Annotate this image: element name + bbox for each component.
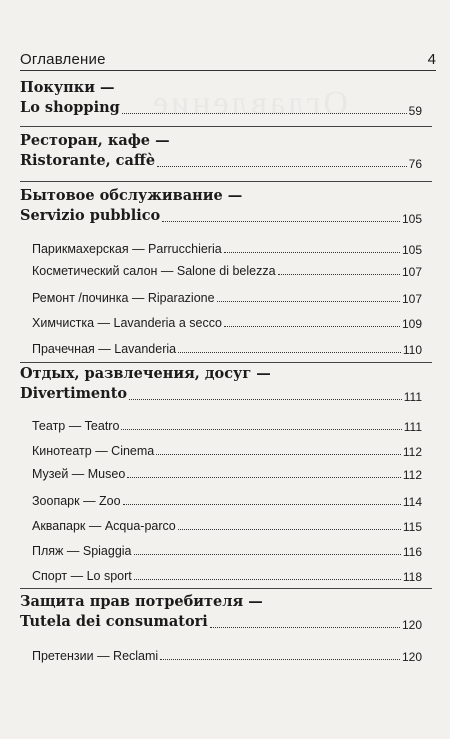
dot-leader: [210, 627, 400, 628]
toc-item[interactable]: [32, 290, 422, 306]
item-page: 114: [402, 495, 422, 509]
page-header: [20, 50, 436, 71]
section-divider: [20, 588, 432, 589]
section-title-ru: Ресторан, кафе —: [20, 132, 170, 149]
section-page: 105: [401, 212, 422, 226]
item-title: Парикмахерская — Parrucchieria: [32, 242, 222, 256]
item-title: Зоопарк — Zoo: [32, 494, 121, 508]
dot-leader: [224, 252, 400, 253]
toc-item[interactable]: [32, 518, 422, 534]
section-divider: [20, 181, 432, 182]
section-title-it: Tutela dei consumatori: [20, 613, 208, 630]
item-title: Пляж — Spiaggia: [32, 544, 132, 558]
dot-leader: [134, 579, 401, 580]
dot-leader: [121, 429, 401, 430]
section-divider: [20, 126, 432, 127]
dot-leader: [134, 554, 401, 555]
toc-item[interactable]: [32, 568, 422, 584]
item-page: 112: [402, 445, 422, 459]
item-page: 115: [402, 520, 422, 534]
dot-leader: [129, 399, 402, 400]
section-title-it: Lo shopping: [20, 99, 120, 116]
toc-section-services[interactable]: [20, 186, 422, 226]
section-divider: [20, 362, 432, 363]
bleed-through-heading: Оглавление: [150, 85, 348, 122]
dot-leader: [278, 274, 400, 275]
item-title: Аквапарк — Acqua-parco: [32, 519, 176, 533]
section-title-it: Ristorante, caffè: [20, 152, 156, 169]
item-title: Кинотеатр — Cinema: [32, 444, 155, 458]
dot-leader: [178, 352, 401, 353]
toc-section-restaurant[interactable]: [20, 131, 422, 171]
item-page: 112: [402, 468, 422, 482]
section-page: 120: [401, 618, 422, 632]
section-page: 76: [408, 157, 422, 171]
dot-leader: [157, 166, 407, 167]
item-title: Химчистка — Lavanderia a secco: [32, 316, 222, 330]
page-title: Оглавление: [20, 51, 106, 68]
item-page: 111: [403, 420, 422, 434]
item-page: 109: [401, 317, 422, 331]
toc-item[interactable]: [32, 443, 422, 459]
item-title: Прачечная — Lavanderia: [32, 342, 177, 356]
toc-item[interactable]: [32, 315, 422, 331]
item-title: Музей — Museo: [32, 467, 126, 481]
item-title: Претензии — Reclami: [32, 649, 159, 663]
dot-leader: [224, 326, 400, 327]
toc-item[interactable]: [32, 493, 422, 509]
item-page: 120: [401, 650, 422, 664]
item-title: Театр — Teatro: [32, 419, 120, 433]
section-title-ru: Защита прав потребителя —: [20, 593, 263, 610]
dot-leader: [178, 529, 401, 530]
dot-leader: [122, 113, 407, 114]
item-page: 105: [401, 243, 422, 257]
section-title-it: Divertimento: [20, 385, 128, 402]
item-title: Косметический салон — Salone di belezza: [32, 264, 276, 278]
toc-item[interactable]: [32, 543, 422, 559]
dot-leader: [156, 454, 401, 455]
toc-item[interactable]: [32, 648, 422, 664]
dot-leader: [127, 477, 401, 478]
dot-leader: [123, 504, 401, 505]
toc-section-shopping[interactable]: [20, 78, 422, 118]
toc-item[interactable]: [32, 418, 422, 434]
dot-leader: [217, 301, 400, 302]
toc-item[interactable]: [32, 466, 422, 482]
item-page: 107: [401, 265, 422, 279]
toc-section-consumer-rights[interactable]: [20, 592, 422, 632]
item-page: 107: [401, 292, 422, 306]
page-number: 4: [427, 51, 436, 68]
item-title: Ремонт /починка — Riparazione: [32, 291, 215, 305]
dot-leader: [162, 221, 400, 222]
section-page: 111: [403, 390, 422, 404]
item-page: 118: [402, 570, 422, 584]
item-page: 116: [402, 545, 422, 559]
dot-leader: [160, 659, 400, 660]
toc-item[interactable]: [32, 263, 422, 279]
section-title-ru: Покупки —: [20, 79, 115, 96]
toc-section-leisure[interactable]: [20, 364, 422, 404]
section-page: 59: [408, 104, 422, 118]
toc-item[interactable]: [32, 341, 422, 357]
toc-item[interactable]: [32, 241, 422, 257]
section-title-ru: Бытовое обслуживание —: [20, 187, 243, 204]
section-title-it: Servizio pubblico: [20, 207, 161, 224]
item-page: 110: [402, 343, 422, 357]
item-title: Спорт — Lo sport: [32, 569, 132, 583]
section-title-ru: Отдых, развлечения, досуг —: [20, 365, 271, 382]
